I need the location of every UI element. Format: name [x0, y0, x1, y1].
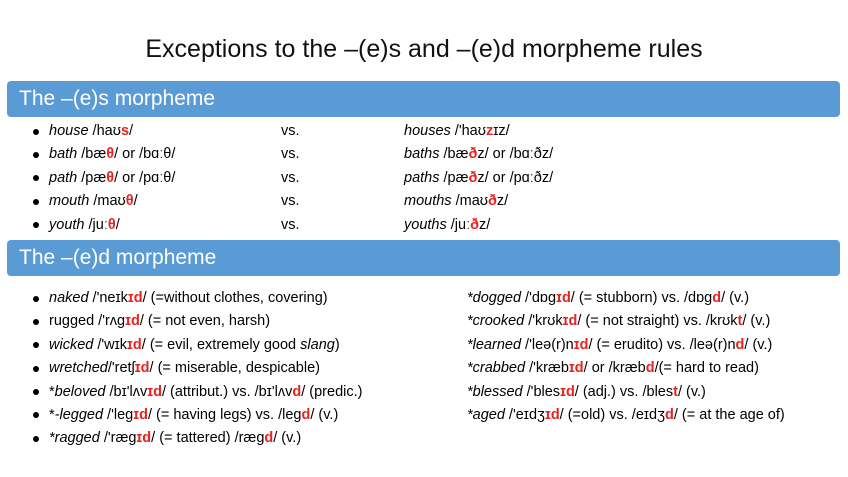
transcription: /haʊ — [88, 123, 121, 139]
ending-sound: ɪd — [127, 290, 143, 306]
gloss: / (= having legs) vs. /leg — [147, 406, 302, 423]
final-sound: θ — [107, 216, 116, 233]
adjective-word: *learned — [467, 336, 522, 353]
gloss: / (= not straight) vs. /krʊk — [577, 313, 738, 330]
transcription: z/ — [496, 193, 509, 210]
ending-sound: ɪd — [127, 336, 142, 353]
ed-left-row-1 — [31, 310, 362, 333]
gloss: /(= hard to read) — [654, 360, 759, 377]
transcription: z/ — [478, 216, 491, 233]
vs-label: vs. — [281, 123, 300, 139]
bullet-icon — [33, 199, 39, 205]
ending-sound: ɪd — [133, 406, 148, 423]
bullet-icon — [33, 319, 39, 325]
adjective-word: *aged — [467, 406, 505, 423]
transcription: /'leg — [103, 406, 134, 423]
es-section-heading: The –(e)s morpheme — [19, 87, 216, 110]
es-plural-row-1 — [404, 143, 553, 166]
bullet-icon — [33, 342, 39, 348]
gloss: / (= erudito) vs. /leə(r)n — [588, 336, 736, 353]
es-vs-column — [281, 120, 300, 237]
es-plural-row-3 — [404, 190, 553, 213]
transcription: / — [115, 216, 120, 233]
gloss: / (= not even, harsh) — [139, 313, 271, 330]
es-singular-list — [31, 120, 175, 237]
ending-sound: ɪd — [544, 406, 560, 423]
transcription: /maʊ — [89, 193, 126, 210]
transcription: /maʊ — [451, 193, 489, 210]
transcription: /'haʊ — [450, 123, 486, 139]
vs-label: vs. — [281, 193, 300, 210]
final-sound: s — [120, 123, 130, 139]
ending-sound: d — [301, 406, 311, 423]
voiced-sound: ð — [468, 146, 478, 163]
ending-sound: d — [665, 406, 674, 423]
vs-label: vs. — [281, 146, 300, 163]
es-section-header — [7, 81, 840, 117]
plural-word: youths — [404, 216, 447, 233]
bullet-icon — [33, 412, 39, 418]
transcription: /bæ — [439, 146, 469, 163]
bullet-icon — [33, 175, 39, 181]
gloss: / (predic.) — [301, 383, 363, 400]
transcription: rugged /'rʌg — [49, 313, 126, 330]
plural-word: mouths — [404, 193, 452, 210]
ed-right-row-0 — [467, 287, 785, 310]
bullet-icon — [33, 296, 39, 302]
ending-sound: ɪd — [147, 383, 162, 400]
ending-sound: ɪd — [136, 430, 152, 447]
gloss: / (=without clothes, covering) — [142, 290, 328, 306]
asterisk: * — [49, 383, 55, 400]
singular-word: mouth — [49, 193, 90, 210]
es-row-2 — [31, 167, 175, 190]
ed-right-row-3 — [467, 357, 785, 380]
voiced-sound: z — [485, 123, 494, 139]
transcription: / or /pɑːθ/ — [114, 169, 176, 186]
transcription: /'retʃ — [107, 360, 135, 377]
singular-word: path — [49, 169, 78, 186]
ed-right-row-5 — [467, 404, 785, 427]
adjective-word: beloved — [54, 383, 106, 400]
ed-left-row-6 — [31, 427, 362, 450]
ending-sound: t — [673, 383, 678, 400]
transcription: /juː — [446, 216, 471, 233]
es-plural-row-4 — [404, 214, 553, 237]
es-row-3 — [31, 190, 175, 213]
transcription: z/ or /bɑːðz/ — [477, 146, 554, 163]
bullet-icon — [33, 366, 39, 372]
gloss: / (= evil, extremely good — [141, 336, 301, 353]
vs-label: vs. — [281, 169, 300, 186]
gloss: / (attribut.) vs. /bɪ'lʌv — [161, 383, 293, 400]
ed-left-row-5 — [31, 404, 362, 427]
transcription: /bɪ'lʌv — [105, 383, 148, 400]
ending-sound: d — [645, 360, 655, 377]
ending-sound: t — [737, 313, 743, 330]
ending-sound: ɪd — [556, 290, 571, 306]
gloss: / or /kræb — [583, 360, 646, 377]
transcription: /bæ — [77, 146, 107, 163]
transcription: /pæ — [77, 169, 107, 186]
gloss: / (v.) — [677, 383, 706, 400]
ed-left-row-3 — [31, 357, 362, 380]
ending-sound: d — [292, 383, 302, 400]
bullet-icon — [33, 152, 39, 158]
adjective-word: *crooked — [467, 313, 525, 330]
es-row-0 — [31, 120, 175, 143]
bullet-icon — [33, 436, 39, 442]
transcription: /pæ — [439, 169, 469, 186]
adjective-word: wretched — [49, 360, 108, 377]
ending-sound: ɪd — [568, 360, 584, 377]
adjective-word: wicked — [49, 336, 94, 353]
transcription: /'leə(r)n — [521, 336, 574, 353]
gloss: / (=old) vs. /eɪdʒ — [559, 406, 666, 423]
plural-word: houses — [404, 123, 451, 139]
slang-note: slang — [300, 336, 335, 353]
ed-section-heading: The –(e)d morpheme — [19, 246, 217, 269]
ed-section-header — [7, 240, 840, 276]
gloss: / (= stubborn) vs. /dɒg — [570, 290, 713, 306]
transcription: /juː — [84, 216, 108, 233]
ending-sound: ɪd — [562, 313, 578, 330]
gloss: / (= tattered) /ræg — [151, 430, 265, 447]
ed-right-row-4 — [467, 381, 785, 404]
adjective-word: *ragged — [49, 430, 100, 447]
transcription: ɪz/ — [493, 123, 510, 139]
ending-sound: ɪd — [134, 360, 150, 377]
final-sound: θ — [106, 169, 115, 186]
ending-sound: ɪd — [573, 336, 589, 353]
es-row-4 — [31, 214, 175, 237]
transcription: /'bles — [522, 383, 561, 400]
adjective-word: *dogged — [467, 290, 522, 306]
voiced-sound: ð — [470, 216, 479, 233]
singular-word: youth — [49, 216, 85, 233]
adjective-word: naked — [49, 290, 89, 306]
ed-left-row-4 — [31, 381, 362, 404]
final-sound: θ — [125, 193, 134, 210]
ending-sound: ɪd — [125, 313, 140, 330]
vs-label: vs. — [281, 216, 300, 233]
transcription: /'neɪk — [88, 290, 128, 306]
gloss: / (v.) — [273, 430, 302, 447]
plural-word: baths — [404, 146, 440, 163]
es-plural-row-2 — [404, 167, 553, 190]
ed-left-row-0 — [31, 287, 362, 310]
slide-title: Exceptions to the –(e)s and –(e)d morpheme rules — [145, 35, 703, 63]
ending-sound: d — [712, 290, 722, 306]
transcription: /'eɪdʒ — [504, 406, 545, 423]
singular-word: bath — [49, 146, 78, 163]
transcription: / or /bɑːθ/ — [114, 146, 176, 163]
es-row-1 — [31, 143, 175, 166]
transcription: / — [133, 193, 138, 210]
transcription: /'krʊk — [524, 313, 563, 330]
bullet-icon — [33, 129, 39, 135]
transcription: /'ræg — [99, 430, 137, 447]
adjective-word: *blessed — [467, 383, 523, 400]
voiced-sound: ð — [468, 169, 478, 186]
ed-left-list — [31, 287, 362, 451]
singular-word: house — [49, 123, 89, 139]
asterisk: * — [49, 406, 55, 423]
gloss: / (v.) — [744, 336, 773, 353]
gloss: / (v.) — [742, 313, 771, 330]
ed-right-row-1 — [467, 310, 785, 333]
gloss: / (= at the age of) — [673, 406, 785, 423]
bullet-icon — [33, 222, 39, 228]
gloss: ) — [334, 336, 340, 353]
transcription: z/ or /pɑːðz/ — [477, 169, 554, 186]
transcription: /'wɪk — [93, 336, 128, 353]
ending-sound: ɪd — [560, 383, 575, 400]
transcription: /'kræb — [525, 360, 569, 377]
transcription: / — [129, 123, 134, 139]
transcription: /'dɒg — [521, 290, 557, 306]
gloss: / (v.) — [310, 406, 339, 423]
gloss: / (v.) — [721, 290, 750, 306]
es-plural-list — [404, 120, 553, 237]
voiced-sound: ð — [488, 193, 497, 210]
ending-sound: d — [264, 430, 274, 447]
adjective-word: -legged — [54, 406, 104, 423]
bullet-icon — [33, 389, 39, 395]
plural-word: paths — [404, 169, 440, 186]
ed-left-row-2 — [31, 334, 362, 357]
es-plural-row-0 — [404, 120, 553, 143]
ed-right-row-2 — [467, 334, 785, 357]
gloss: / (= miserable, despicable) — [149, 360, 320, 377]
gloss: / (adj.) vs. /bles — [574, 383, 674, 400]
ending-sound: d — [735, 336, 745, 353]
final-sound: θ — [106, 146, 115, 163]
adjective-word: *crabbed — [467, 360, 526, 377]
ed-right-list — [467, 287, 785, 427]
